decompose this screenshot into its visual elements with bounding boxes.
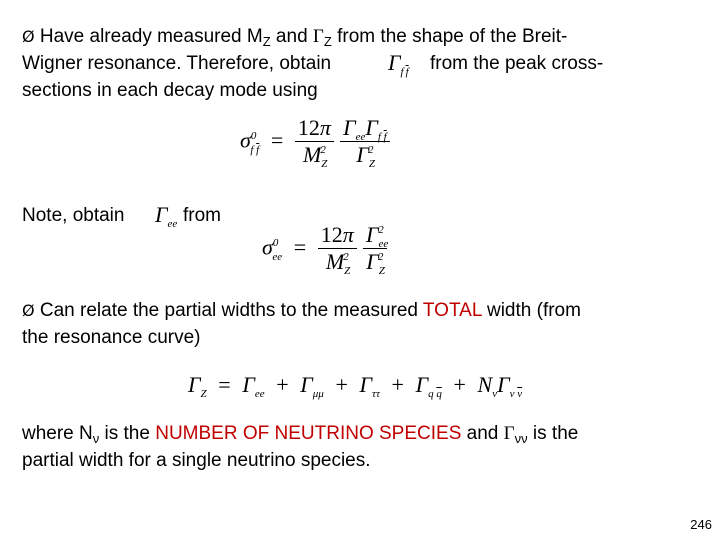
bullet-1-line-2: [22, 51, 331, 77]
bullet-2-highlight: TOTAL: [422, 300, 482, 321]
para-text-b: is the: [99, 423, 156, 444]
gamma-ee-inline-formula: $\Gamma_{ee}$: [155, 202, 178, 230]
bullet-1-text-c: from the shape of the Breit-: [331, 26, 568, 47]
gamma-ff-inline-formula: $\Gamma_f$ $_{\overline{f}}$: [388, 50, 409, 78]
bullet-2-line-1: [22, 298, 581, 324]
para-gamma: Γ: [503, 423, 515, 444]
para-text-c: and: [461, 423, 504, 444]
cross-section-formula-ee: $\sigma^0_{ee}$ = $\frac{12\pi}{M_Z^2}$ $\frac{\Gamma_{ee}^2}{\Gamma_Z^2}$: [262, 222, 389, 277]
para-text-a: where N: [22, 423, 93, 444]
note-text-b: from: [183, 205, 221, 226]
bullet-1-sub-a: Z: [262, 34, 271, 49]
bullet-2-text-b: width (from: [481, 300, 581, 321]
bullet-arrow-icon: Ø: [22, 301, 35, 320]
page-number: 246: [690, 517, 712, 532]
bullet-arrow-icon: Ø: [22, 27, 35, 46]
note-text-a: Note, obtain: [22, 205, 125, 226]
para-sub-nu: ν: [92, 431, 100, 446]
bullet-1-line-3: sections in each decay mode using: [22, 80, 318, 101]
bullet-1-text-a: Have already measured M: [39, 26, 263, 47]
bullet-2-line-2: the resonance curve): [22, 327, 201, 348]
bullet-2-text-a: Can relate the partial widths to the measured: [39, 300, 423, 321]
bullet-1-gamma: Γ: [312, 26, 324, 47]
cross-section-formula-ff: $\sigma^0_{f \overline{f}}$ = $\frac{12\pi}{M_Z^2}$ $\frac{\Gamma_{ee}\Gamma_{f \overline{f}}}{\Gamma_Z^2}$: [240, 115, 390, 168]
para-highlight: NUMBER OF NEUTRINO SPECIES: [155, 423, 462, 444]
bullet-1-text-b: and: [270, 26, 313, 47]
total-width-formula: $\Gamma_Z = \Gamma_{ee} + \Gamma_{\mu\mu} + \Gamma_{\tau\tau} + \Gamma_{q \overline{q}} + N_\nu\Gamma_{\nu \overline{\nu}}$: [188, 372, 523, 400]
para-sub-gamma: νν: [514, 431, 528, 446]
bullet-1-sub-b: Z: [323, 34, 332, 49]
paragraph-line-2: partial width for a single neutrino species.: [22, 450, 371, 471]
bullet-1-line-2-b: from the peak cross-: [430, 53, 604, 74]
bullet-1-line-2-a: Wigner resonance. Therefore, obtain: [22, 53, 332, 74]
para-text-d: is the: [527, 423, 579, 444]
